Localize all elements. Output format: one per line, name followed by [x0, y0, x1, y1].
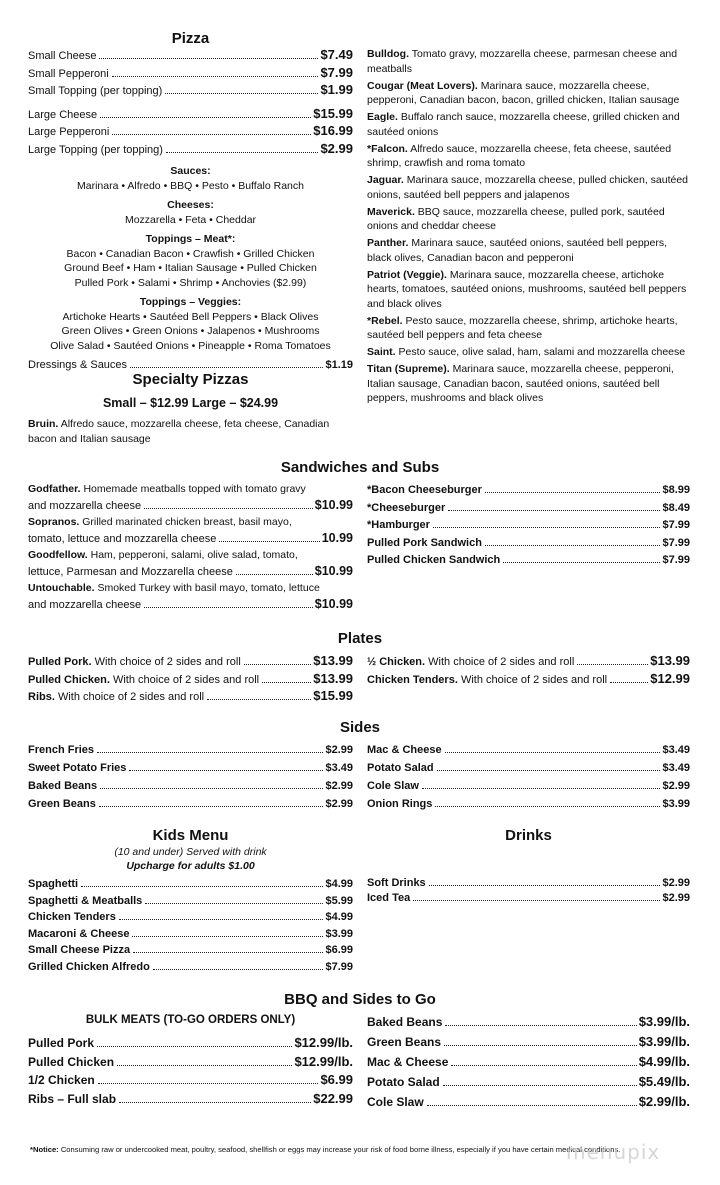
specialty-title: Specialty Pizzas — [132, 371, 249, 388]
pizza-item: Large Topping (per topping) $2.99 — [28, 140, 353, 156]
specialty-left-list — [28, 417, 353, 449]
specialty-item: Cougar (Meat Lovers). Marinara sauce, mozzarella cheese, pepperoni, Canadian bacon, bacon, grilled chicken, Italian sausage — [367, 79, 680, 106]
specialty-item: Bulldog. Tomato gravy, mozzarella cheese, parmesan cheese and meatballs — [367, 48, 678, 75]
bbq-item: Potato Salad $5.49/lb. — [367, 1074, 690, 1089]
specialty-item: *Rebel. Pesto sauce, mozzarella cheese, shrimp, artichoke hearts, sautéed bell peppers and feta cheese — [367, 314, 678, 341]
sides-right-list — [367, 741, 690, 813]
side-item: Green Beans $2.99 — [28, 798, 353, 810]
pizza-item: Small Cheese $7.49 — [28, 47, 353, 62]
sandwich-item: Godfather. Homemade meatballs topped with tomato gravy and mozzarella cheese $10.99 — [28, 483, 353, 512]
sandwich-item: Pulled Chicken Sandwich $7.99 — [367, 554, 690, 566]
bbq-item: Green Beans $3.99/lb. — [367, 1034, 690, 1049]
pizza-item: Small Pepperoni $7.99 — [28, 64, 353, 80]
side-item: Mac & Cheese $3.49 — [367, 744, 690, 756]
pizza-item: Large Cheese $15.99 — [28, 105, 353, 121]
sandwiches-right-list — [367, 482, 690, 570]
veggie-toppings-label: Toppings – Veggies: — [139, 296, 242, 308]
specialty-right-list — [367, 47, 690, 408]
sandwiches-left-list — [28, 482, 353, 613]
pizza-item: Small Topping (per topping) $1.99 — [28, 82, 353, 97]
sauces-list: Marinara • Alfredo • BBQ • Pesto • Buffalo Ranch — [77, 179, 304, 192]
kids-item: Macaroni & Cheese $3.99 — [28, 927, 353, 940]
drink-item: Soft Drinks $2.99 — [367, 877, 690, 889]
meat-toppings-line: Bacon • Canadian Bacon • Crawfish • Grilled Chicken — [66, 247, 315, 260]
side-item: Baked Beans $2.99 — [28, 780, 353, 792]
kids-item: Chicken Tenders $4.99 — [28, 911, 353, 923]
specialty-item: Jaguar. Marinara sauce, mozzarella cheese, pulled chicken, sautéed onions, sautéed bell peppers and jalapenos — [367, 174, 689, 201]
sandwich-item: *Cheeseburger $8.49 — [367, 501, 690, 514]
specialty-item: Panther. Marinara sauce, sautéed onions, sautéed bell peppers, black olives, Canadian bacon and pepperoni — [367, 237, 668, 264]
sides-left-list — [28, 741, 353, 813]
dressings-item: Dressings & Sauces $1.19 — [28, 359, 353, 371]
drinks-title: Drinks — [505, 827, 552, 844]
kids-item: Spaghetti $4.99 — [28, 878, 353, 890]
bbq-item: Ribs – Full slab $22.99 — [28, 1090, 353, 1106]
side-item: Cole Slaw $2.99 — [367, 780, 690, 792]
bulk-meats-label: BULK MEATS (TO-GO ORDERS ONLY) — [85, 1014, 296, 1026]
specialty-item: *Falcon. Alfredo sauce, mozzarella cheese, feta cheese, sautéed shrimp, crawfish and roma tomato — [367, 142, 672, 169]
sides-title: Sides — [339, 719, 381, 736]
plate-item: Pulled Pork. With choice of 2 sides and roll $13.99 — [28, 653, 353, 668]
specialty-item: Patriot (Veggie). Marinara sauce, mozzarella cheese, artichoke hearts, tomatoes, sautéed onions, mushrooms, sautéed bell peppers and black olives — [367, 268, 687, 310]
cheeses-label: Cheeses: — [167, 199, 214, 211]
side-item: Sweet Potato Fries $3.49 — [28, 762, 353, 774]
sandwich-item: *Hamburger $7.99 — [367, 519, 690, 531]
pizza-list — [28, 47, 353, 374]
cheeses-list: Mozzarella • Feta • Cheddar — [124, 213, 257, 226]
bbq-item: Pulled Pork $12.99/lb. — [28, 1035, 353, 1050]
sandwich-item: Untouchable. Smoked Turkey with basil mayo, tomato, lettuce and mozzarella cheese $10.99 — [28, 582, 353, 611]
plates-right-list — [367, 653, 690, 688]
bbq-item: Cole Slaw $2.99/lb. — [367, 1094, 690, 1109]
meat-toppings-line: Pulled Pork • Salami • Shrimp • Anchovies ($2.99) — [74, 276, 307, 289]
specialty-item: Saint. Pesto sauce, olive salad, ham, salami and mozzarella cheese — [367, 346, 686, 358]
bbq-left-list — [28, 1034, 353, 1108]
plate-item: Chicken Tenders. With choice of 2 sides and roll $12.99 — [367, 670, 690, 686]
bbq-item: Mac & Cheese $4.99/lb. — [367, 1054, 690, 1069]
specialty-sizes: Small – $12.99 Large – $24.99 — [102, 396, 279, 410]
specialty-item: Bruin. Alfredo sauce, mozzarella cheese, feta cheese, Canadian bacon and Italian sausage — [28, 418, 330, 445]
allergy-notice: *Notice: Consuming raw or undercooked meat, poultry, seafood, shellfish or eggs may increase your risk of food borne illness, especially if you have certain medical conditions. — [30, 1145, 621, 1154]
specialty-item: Eagle. Buffalo ranch sauce, mozzarella cheese, grilled chicken and sautéed onions — [367, 111, 680, 138]
sauces-label: Sauces: — [170, 165, 211, 177]
side-item: French Fries $2.99 — [28, 744, 353, 756]
plates-left-list — [28, 653, 353, 706]
plate-item: Pulled Chicken. With choice of 2 sides and roll $13.99 — [28, 670, 353, 686]
plates-title: Plates — [337, 630, 383, 647]
meat-toppings-label: Toppings – Meat*: — [145, 233, 236, 245]
kids-subtitle: (10 and under) Served with drink — [114, 846, 267, 858]
kids-list — [28, 876, 353, 975]
sandwich-item: Goodfellow. Ham, pepperoni, salami, olive salad, tomato, lettuce, Parmesan and Mozzarella cheese $10.99 — [28, 549, 353, 578]
kids-item: Grilled Chicken Alfredo $7.99 — [28, 960, 353, 973]
bbq-item: Baked Beans $3.99/lb. — [367, 1014, 690, 1029]
drink-item: Iced Tea $2.99 — [367, 892, 690, 904]
sandwich-item: *Bacon Cheeseburger $8.99 — [367, 484, 690, 496]
pizza-item: Large Pepperoni $16.99 — [28, 123, 353, 138]
bbq-item: 1/2 Chicken $6.99 — [28, 1072, 353, 1087]
kids-item: Spaghetti & Meatballs $5.99 — [28, 894, 353, 907]
veggie-toppings-line: Artichoke Hearts • Sautéed Bell Peppers • Black Olives — [62, 310, 319, 323]
sandwich-item: Sopranos. Grilled marinated chicken breast, basil mayo, tomato, lettuce and mozzarella cheese 10.99 — [28, 516, 353, 545]
sandwiches-title: Sandwiches and Subs — [280, 459, 440, 476]
sandwich-item: Pulled Pork Sandwich $7.99 — [367, 536, 690, 549]
kids-title: Kids Menu — [152, 827, 229, 844]
pizza-title: Pizza — [171, 30, 210, 47]
bbq-item: Pulled Chicken $12.99/lb. — [28, 1053, 353, 1069]
veggie-toppings-line: Green Olives • Green Onions • Jalapenos • Mushrooms — [61, 325, 320, 337]
specialty-item: Titan (Supreme). Marinara sauce, mozzarella cheese, pepperoni, Italian sausage, Canadian bacon, sautéed onions, sautéed bell peppers, mushrooms and black olives — [367, 363, 674, 404]
side-item: Onion Rings $3.99 — [367, 798, 690, 810]
kids-item: Small Cheese Pizza $6.99 — [28, 944, 353, 956]
meat-toppings-line: Ground Beef • Ham • Italian Sausage • Pulled Chicken — [64, 262, 317, 274]
side-item: Potato Salad $3.49 — [367, 762, 690, 774]
specialty-item: Maverick. BBQ sauce, mozzarella cheese, pulled pork, sautéed onions and cheddar cheese — [367, 205, 665, 232]
kids-upcharge: Upcharge for adults $1.00 — [126, 860, 255, 872]
plate-item: Ribs. With choice of 2 sides and roll $15.99 — [28, 688, 353, 703]
drinks-list — [367, 876, 690, 906]
bbq-right-list — [367, 1012, 690, 1112]
plate-item: ½ Chicken. With choice of 2 sides and roll $13.99 — [367, 653, 690, 668]
bbq-title: BBQ and Sides to Go — [284, 991, 436, 1008]
watermark-logo: menupix — [566, 1140, 661, 1164]
veggie-toppings-line: Olive Salad • Sautéed Onions • Pineapple • Roma Tomatoes — [50, 339, 331, 352]
